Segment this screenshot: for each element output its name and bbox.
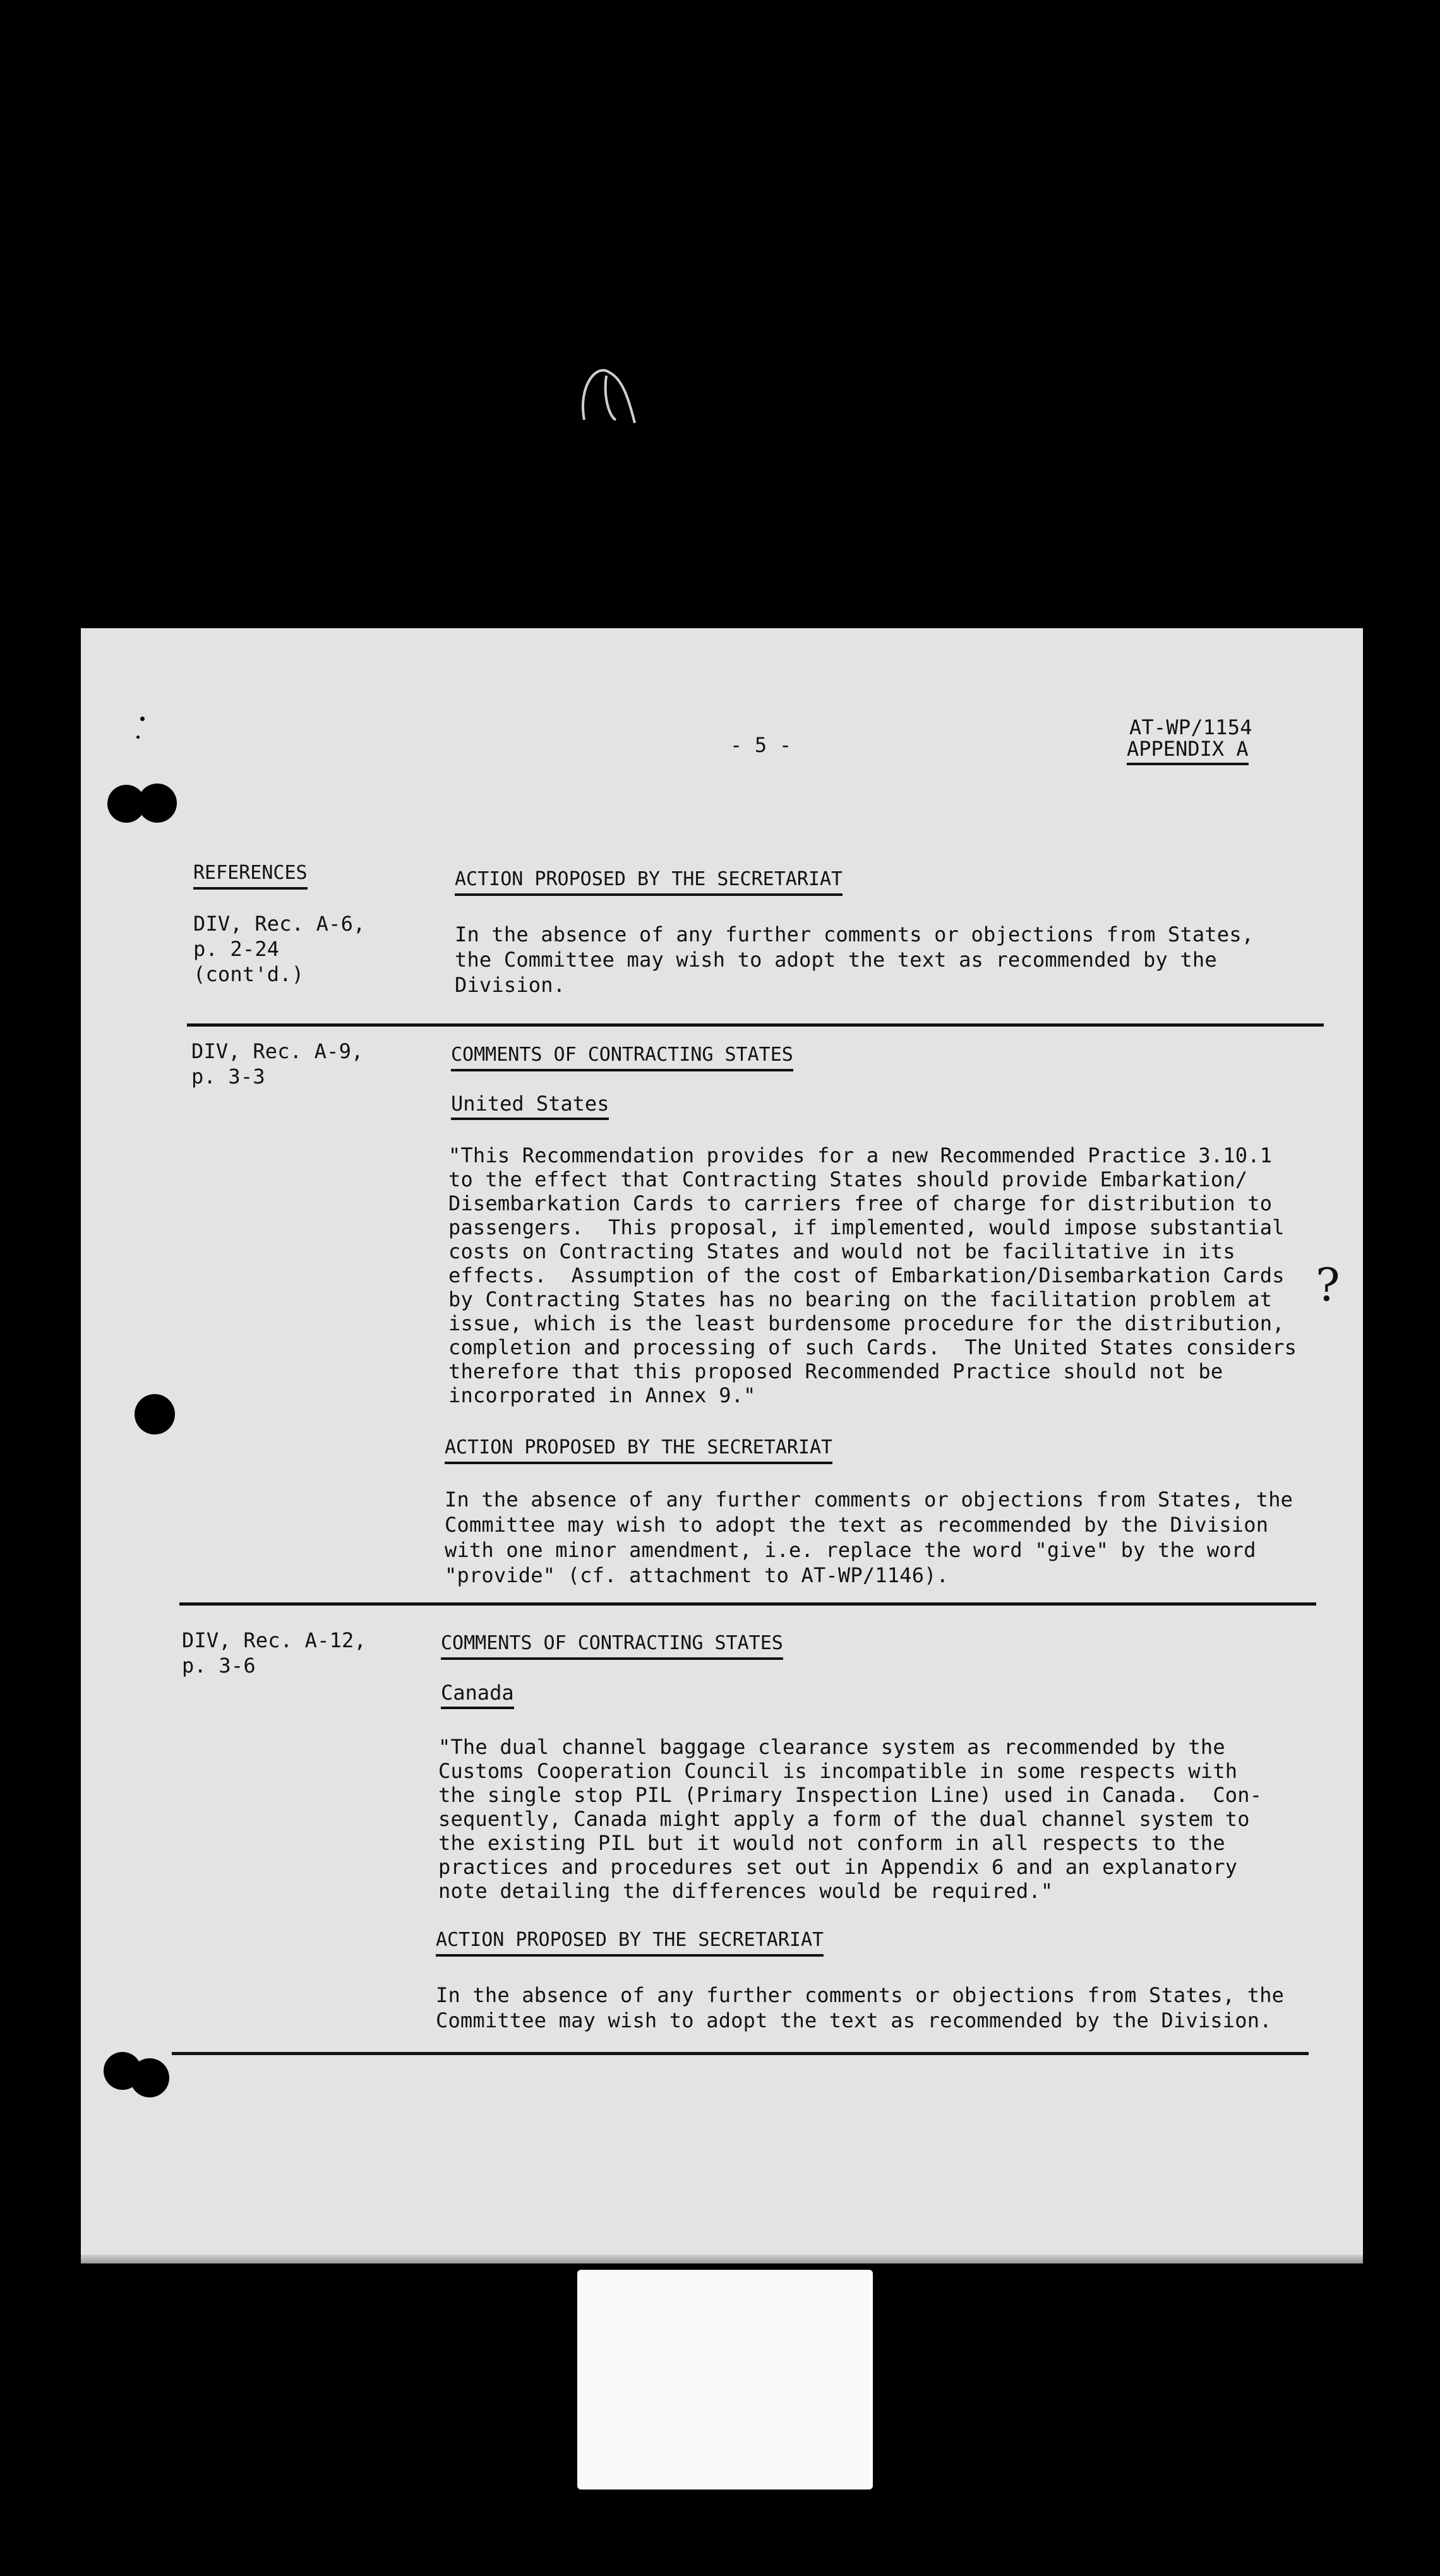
quote-line: Customs Cooperation Council is incompatible in some respects with: [438, 1759, 1238, 1783]
reference-line: p. 2-24: [193, 937, 280, 961]
quote-line: sequently, Canada might apply a form of the dual channel system to: [438, 1807, 1250, 1831]
punch-hole-top: [138, 784, 177, 823]
reference-line: p. 3-3: [191, 1064, 265, 1088]
references-heading: REFERENCES: [193, 862, 308, 890]
quote-line: to the effect that Contracting States should provide Embarkation/: [448, 1167, 1248, 1191]
quote-line: completion and processing of such Cards. The United States considers: [448, 1335, 1297, 1359]
action-text-line: with one minor amendment, i.e. replace the word "give" by the word: [445, 1538, 1256, 1562]
page-edge-shadow: [81, 2255, 1363, 2263]
quote-line: practices and procedures set out in Appendix 6 and an explanatory: [438, 1855, 1238, 1879]
punch-hole-middle: [135, 1394, 175, 1434]
appendix-label: APPENDIX A: [1127, 737, 1249, 765]
action-text-line: Committee may wish to adopt the text as recommended by the Division: [445, 1513, 1269, 1537]
quote-line: "This Recommendation provides for a new Recommended Practice 3.10.1: [448, 1143, 1273, 1167]
section-divider: [172, 2052, 1309, 2055]
reference-line: DIV, Rec. A-9,: [191, 1039, 364, 1063]
quote-line: issue, which is the least burdensome procedure for the distribution,: [448, 1311, 1285, 1335]
comments-heading: COMMENTS OF CONTRACTING STATES: [441, 1632, 783, 1660]
quote-line: note detailing the differences would be required.": [438, 1879, 1053, 1903]
quote-line: Disembarkation Cards to carriers free of charge for distribution to: [448, 1191, 1273, 1215]
quote-line: effects. Assumption of the cost of Embarkation/Disembarkation Cards: [448, 1263, 1285, 1287]
quote-line: the single stop PIL (Primary Inspection Line) used in Canada. Con-: [438, 1783, 1263, 1807]
punch-hole-bottom: [130, 2058, 169, 2097]
state-heading-united-states: United States: [451, 1092, 609, 1120]
state-heading-canada: Canada: [441, 1681, 514, 1709]
action-text-line: "provide" (cf. attachment to AT-WP/1146).: [445, 1563, 949, 1587]
section-divider: [179, 1602, 1316, 1606]
action-text-line: the Committee may wish to adopt the text as recommended by the: [455, 948, 1217, 972]
document-reference: AT-WP/1154: [1129, 715, 1252, 739]
scan-artifact-mark: [572, 360, 654, 429]
quote-line: "The dual channel baggage clearance system as recommended by the: [438, 1735, 1225, 1759]
document-page: [81, 628, 1363, 2263]
reference-line: DIV, Rec. A-12,: [182, 1628, 366, 1652]
reference-line: p. 3-6: [182, 1654, 256, 1678]
section-divider: [187, 1023, 1324, 1027]
quote-line: the existing PIL but it would not conform in all respects to the: [438, 1831, 1225, 1855]
speck-mark: [136, 736, 140, 739]
action-text-line: In the absence of any further comments or objections from States,: [455, 922, 1254, 946]
action-heading: ACTION PROPOSED BY THE SECRETARIAT: [436, 1929, 824, 1957]
quote-line: incorporated in Annex 9.": [448, 1383, 756, 1407]
comments-heading: COMMENTS OF CONTRACTING STATES: [451, 1044, 793, 1071]
page-number: - 5 -: [730, 733, 792, 757]
quote-line: by Contracting States has no bearing on the facilitation problem at: [448, 1287, 1273, 1311]
reference-line: (cont'd.): [193, 962, 304, 986]
blank-card: [577, 2270, 873, 2490]
action-text-line: Division.: [455, 973, 566, 997]
quote-line: passengers. This proposal, if implemented, would impose substantial: [448, 1215, 1285, 1239]
quote-line: therefore that this proposed Recommended Practice should not be: [448, 1359, 1223, 1383]
action-heading: ACTION PROPOSED BY THE SECRETARIAT: [455, 868, 843, 896]
action-heading: ACTION PROPOSED BY THE SECRETARIAT: [445, 1436, 832, 1464]
reference-line: DIV, Rec. A-6,: [193, 912, 366, 936]
action-text-line: In the absence of any further comments or objections from States, the: [436, 1983, 1285, 2007]
quote-line: costs on Contracting States and would not be facilitative in its: [448, 1239, 1235, 1263]
action-text-line: Committee may wish to adopt the text as recommended by the Division.: [436, 2008, 1272, 2032]
action-text-line: In the absence of any further comments or objections from States, the: [445, 1488, 1293, 1512]
speck-mark: [140, 717, 145, 721]
handwritten-question-mark: ?: [1316, 1258, 1340, 1311]
